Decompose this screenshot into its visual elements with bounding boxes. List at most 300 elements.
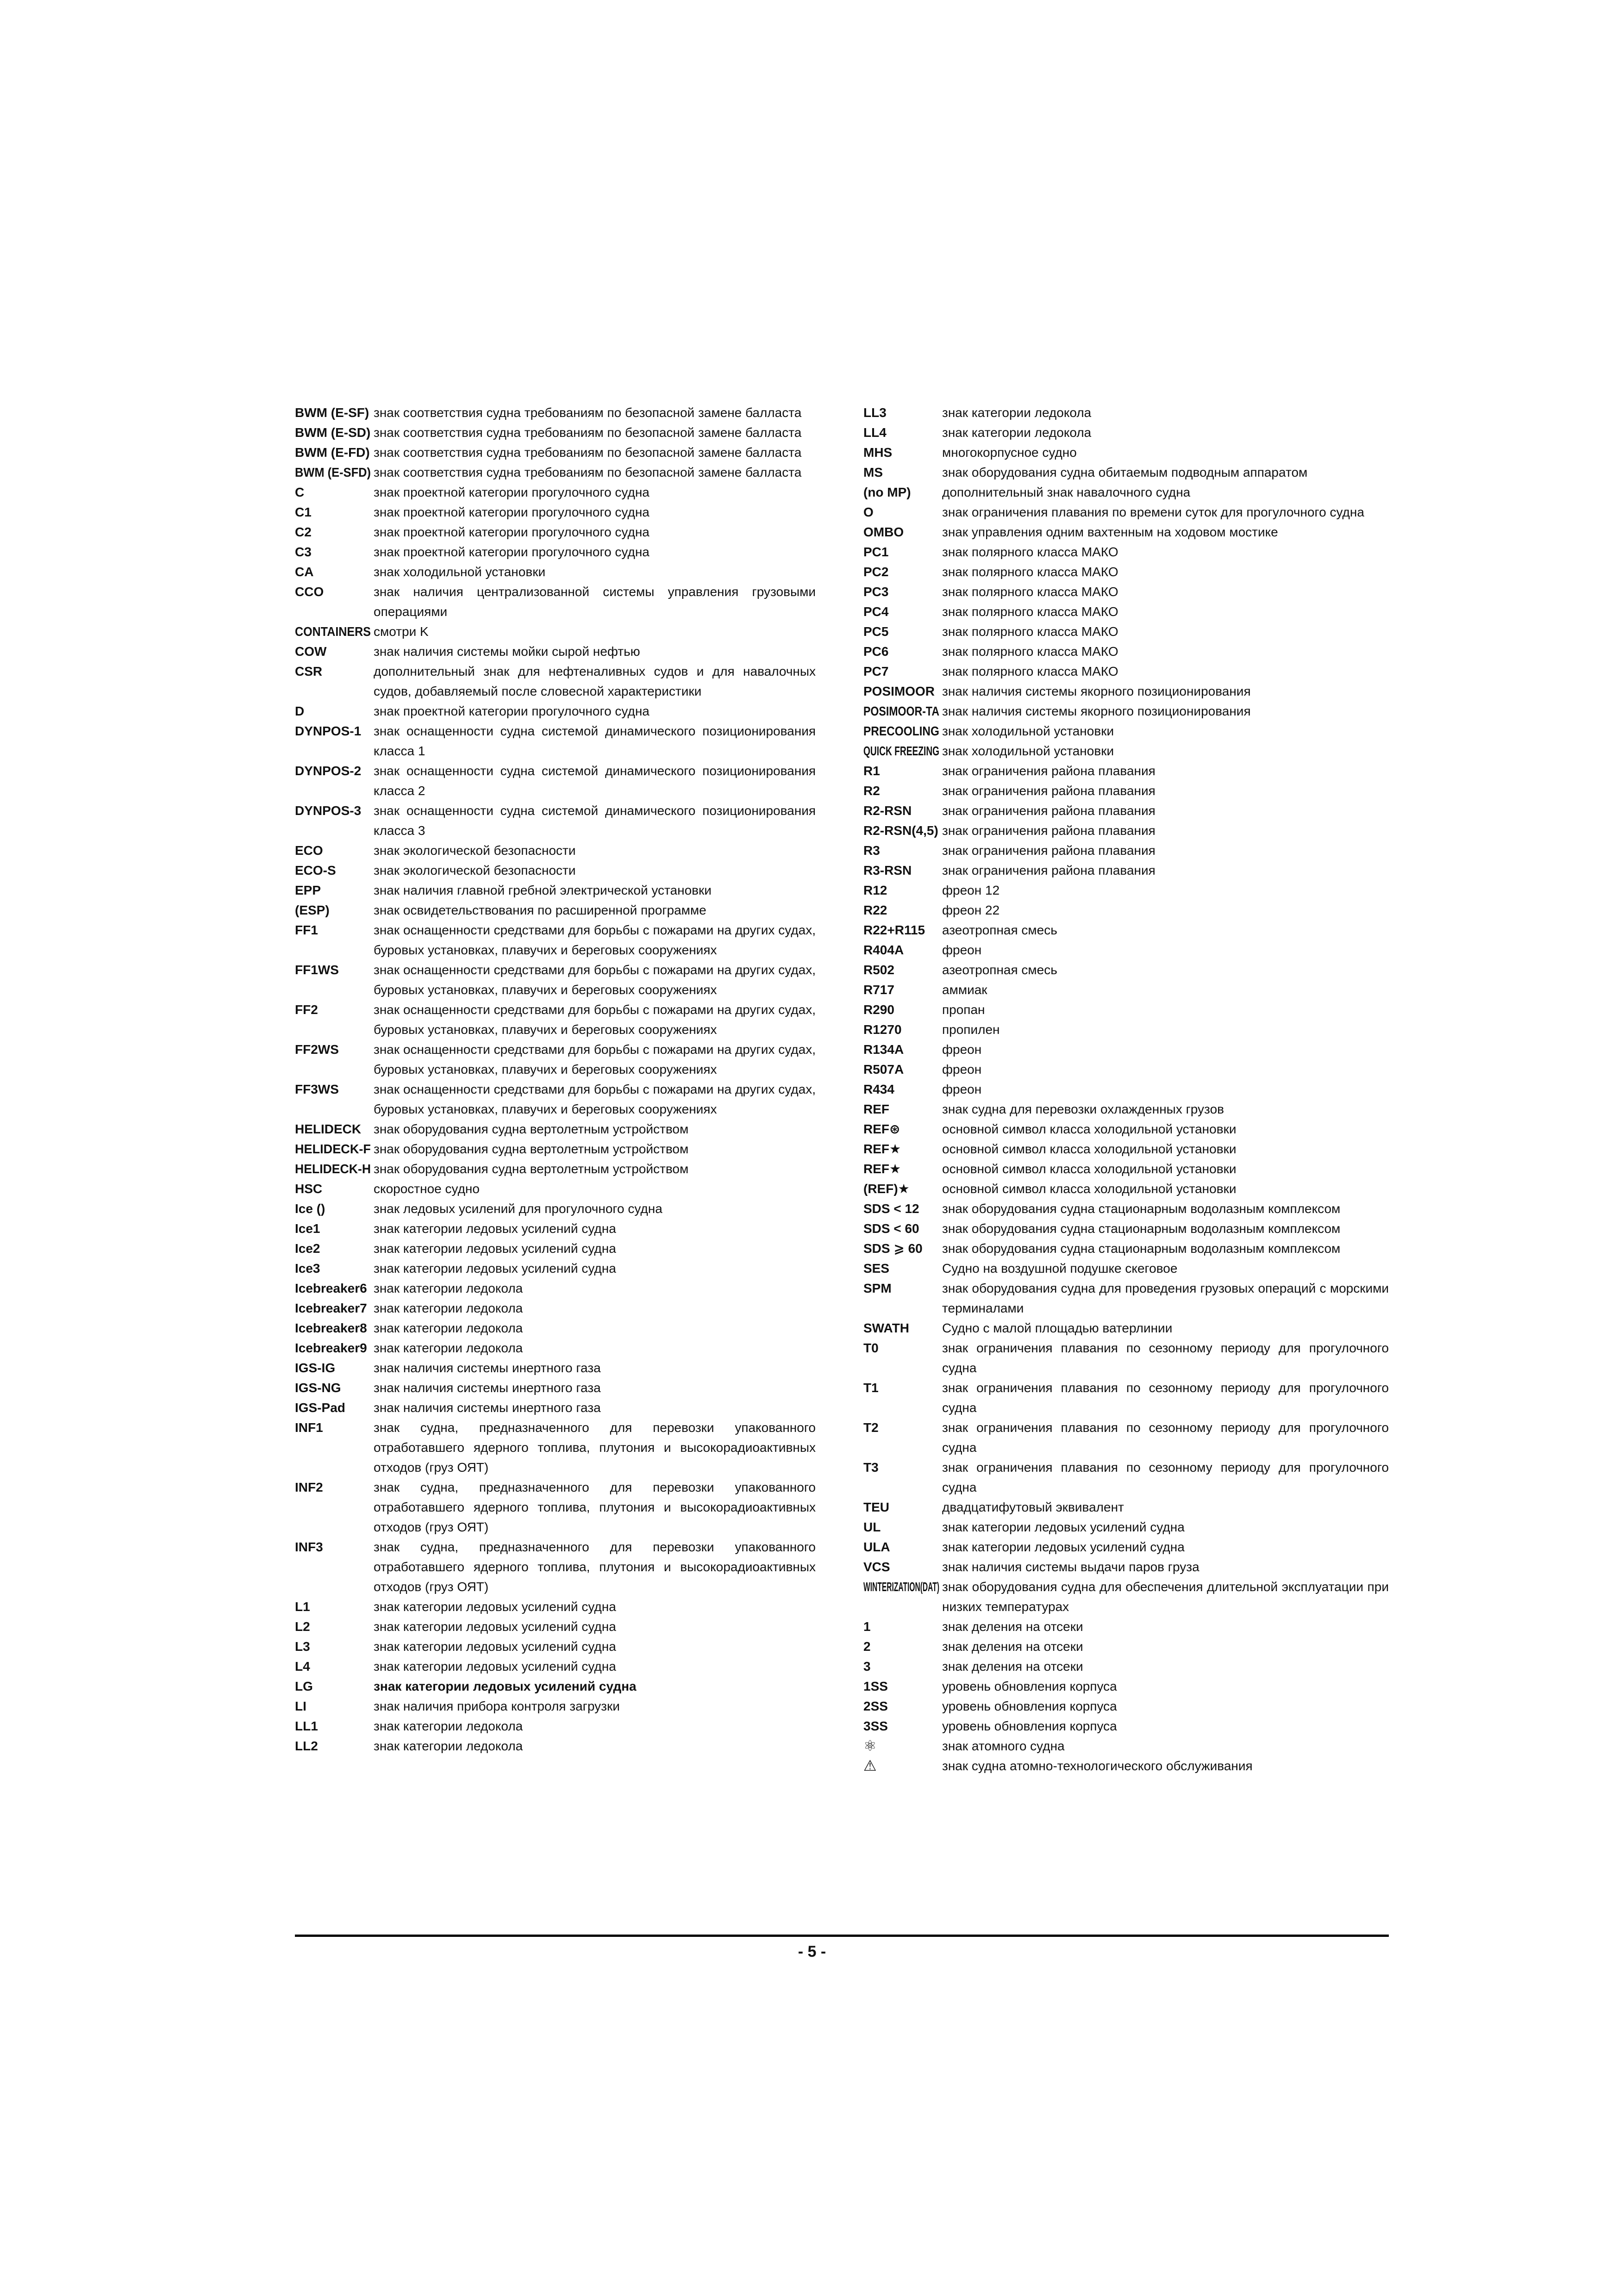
- entry-desc: фреон: [942, 1082, 982, 1096]
- entry: [295, 1656, 816, 1676]
- entry: [295, 1179, 816, 1199]
- entry-code: SDS < 12: [863, 1201, 919, 1216]
- entry-desc: многокорпусное судно: [942, 445, 1077, 460]
- entry-desc: знак атомного судна: [942, 1739, 1065, 1753]
- entry-code: LL1: [295, 1719, 318, 1733]
- entry: [295, 562, 816, 582]
- entry-code: 1SS: [863, 1679, 888, 1693]
- entry: [863, 1457, 1389, 1497]
- entry-code: 1: [863, 1619, 871, 1634]
- entry-code: Icebreaker7: [295, 1301, 367, 1315]
- entry-desc: знак оснащенности судна системой динамического позиционирования класса 2: [374, 764, 816, 798]
- entry-desc: знак оснащенности средствами для борьбы с пожарами на других судах, буровых установках, плавучих и береговых сооружениях: [374, 963, 816, 997]
- entry-desc: знак оснащенности средствами для борьбы с пожарами на других судах, буровых установках, плавучих и береговых сооружениях: [374, 1002, 816, 1037]
- entry-code: LL4: [863, 425, 887, 440]
- entry-desc: знак оснащенности средствами для борьбы с пожарами на других судах, буровых установках, плавучих и береговых сооружениях: [374, 1082, 816, 1116]
- entry-desc: знак судна, предназначенного для перевозки упакованного отработавшего ядерного топлива, плутония и высокорадиоактивных отходов (груз ОЯТ): [374, 1480, 816, 1534]
- entry: [863, 920, 1389, 940]
- entry-desc: дополнительный знак навалочного судна: [942, 485, 1191, 499]
- entry-code: INF1: [295, 1420, 323, 1435]
- right-column: [863, 403, 1389, 1776]
- entry-desc: знак оснащенности средствами для борьбы с пожарами на других судах, буровых установках, плавучих и береговых сооружениях: [374, 923, 816, 957]
- entry-desc: знак наличия системы инертного газа: [374, 1400, 601, 1415]
- entry-desc: знак судна атомно-технологического обслуживания: [942, 1759, 1253, 1773]
- entry-code: R2: [863, 784, 880, 798]
- entry-code: PC2: [863, 565, 889, 579]
- entry-code: BWM (E-FD): [295, 445, 370, 460]
- entry-desc: знак ограничения плавания по времени суток для прогулочного судна: [942, 505, 1364, 519]
- entry-desc: знак судна, предназначенного для перевозки упакованного отработавшего ядерного топлива, плутония и высокорадиоактивных отходов (груз ОЯТ): [374, 1540, 816, 1594]
- entry-desc: фреон: [942, 1042, 982, 1057]
- entry: [295, 960, 816, 1000]
- entry-desc: знак категории ледовых усилений судна: [942, 1520, 1185, 1534]
- entry-code: 2SS: [863, 1699, 888, 1713]
- entry-code: SES: [863, 1261, 890, 1276]
- entry: [863, 900, 1389, 920]
- entry-code: SWATH: [863, 1321, 910, 1335]
- entry: [295, 462, 816, 482]
- entry: [295, 1119, 816, 1139]
- entry: [863, 1219, 1389, 1238]
- entry-code: L3: [295, 1639, 310, 1654]
- entry-code: FF2: [295, 1002, 318, 1017]
- entry: [863, 880, 1389, 900]
- entry-code: R717: [863, 983, 894, 997]
- entry-desc: знак категории ледокола: [374, 1739, 523, 1753]
- entry: [295, 1159, 816, 1179]
- entry-desc: фреон: [942, 1062, 982, 1076]
- entry: [863, 1000, 1389, 1020]
- entry-code: C3: [295, 545, 312, 559]
- entry-desc: знак освидетельствования по расширенной программе: [374, 903, 706, 917]
- entry-desc: знак ограничения района плавания: [942, 803, 1156, 818]
- entry-desc: знак категории ледовых усилений судна: [374, 1679, 637, 1693]
- entry-desc: знак ограничения района плавания: [942, 764, 1156, 778]
- entry-code: IGS-NG: [295, 1381, 341, 1395]
- entry-code: POSIMOOR-TA: [863, 704, 940, 718]
- entry-desc: знак наличия централизованной системы управления грузовыми операциями: [374, 585, 816, 619]
- entry-desc: фреон 22: [942, 903, 1000, 917]
- entry-desc: знак категории ледовых усилений судна: [374, 1659, 616, 1674]
- entry: [863, 1636, 1389, 1656]
- entry-desc: пропилен: [942, 1022, 1000, 1037]
- entry-desc: знак наличия системы якорного позиционирования: [942, 704, 1251, 718]
- entry-desc: скоростное судно: [374, 1182, 480, 1196]
- entry-code: BWM (E-SD): [295, 425, 371, 440]
- entry-code: R1: [863, 764, 880, 778]
- entry-code: LL3: [863, 405, 887, 420]
- entry-desc: знак категории ледокола: [942, 405, 1092, 420]
- entry-code: 3: [863, 1659, 871, 1674]
- entry: [295, 1716, 816, 1736]
- entry: [295, 1258, 816, 1278]
- entry-desc: знак наличия системы якорного позиционирования: [942, 684, 1251, 698]
- entry: [295, 502, 816, 522]
- entry-desc: знак наличия главной гребной электрической установки: [374, 883, 712, 897]
- entry: [295, 840, 816, 860]
- entry: [863, 1418, 1389, 1457]
- entry: [295, 641, 816, 661]
- entry: [863, 1179, 1389, 1199]
- entry: [863, 1338, 1389, 1378]
- entry: [863, 701, 1389, 721]
- entry: [295, 1418, 816, 1477]
- entry-desc: знак категории ледокола: [374, 1281, 523, 1295]
- entry: [863, 482, 1389, 502]
- entry-code: Ice3: [295, 1261, 320, 1276]
- entry-code: Icebreaker8: [295, 1321, 367, 1335]
- entry-code: PC3: [863, 585, 889, 599]
- entry: [863, 721, 1389, 741]
- entry-code: DYNPOS-3: [295, 803, 362, 818]
- entry: [863, 761, 1389, 781]
- entry-code: EPP: [295, 883, 321, 897]
- entry-code: Ice (): [295, 1201, 325, 1216]
- entry: [295, 1398, 816, 1418]
- entry: [863, 1537, 1389, 1557]
- entry-code: HSC: [295, 1182, 323, 1196]
- entry: [295, 1318, 816, 1338]
- atomic-ship-icon: ⚛: [863, 1737, 877, 1754]
- entry: [863, 1617, 1389, 1636]
- entry: [295, 1597, 816, 1617]
- entry-desc: знак категории ледокола: [374, 1301, 523, 1315]
- entry-desc: знак деления на отсеки: [942, 1619, 1083, 1634]
- entry: [863, 1278, 1389, 1318]
- entry-desc: знак ограничения плавания по сезонному периоду для прогулочного судна: [942, 1341, 1389, 1375]
- entry-desc: знак оснащенности судна системой динамического позиционирования класса 1: [374, 724, 816, 758]
- entry-desc: знак деления на отсеки: [942, 1639, 1083, 1654]
- entry-desc: знак соответствия судна требованиям по безопасной замене балласта: [374, 405, 802, 420]
- entry: [295, 761, 816, 801]
- entry-code: LG: [295, 1679, 313, 1693]
- entry: [295, 801, 816, 840]
- entry-desc: знак экологической безопасности: [374, 863, 576, 877]
- entry-code: COW: [295, 644, 327, 659]
- entry-desc: знак экологической безопасности: [374, 843, 576, 858]
- entry: [863, 641, 1389, 661]
- entry-code: C2: [295, 525, 312, 539]
- entry-code: FF1WS: [295, 963, 339, 977]
- entry-code: T2: [863, 1420, 879, 1435]
- entry: [863, 1557, 1389, 1577]
- entry-code: 3SS: [863, 1719, 888, 1733]
- entry-desc: знак оборудования судна стационарным водолазным комплексом: [942, 1201, 1341, 1216]
- entry-code: ULA: [863, 1540, 890, 1554]
- entry-code: INF2: [295, 1480, 323, 1494]
- entry-desc: Судно на воздушной подушке скеговое: [942, 1261, 1178, 1276]
- entry: [863, 522, 1389, 542]
- entry-code: WINTERIZATION(DAT): [863, 1580, 940, 1594]
- entry-desc: знак категории ледокола: [374, 1341, 523, 1355]
- entry: [863, 821, 1389, 840]
- entry: [295, 403, 816, 423]
- entry: [295, 1736, 816, 1756]
- entry: [295, 1039, 816, 1079]
- entry-code: INF3: [295, 1540, 323, 1554]
- entry: [863, 442, 1389, 462]
- entry: [295, 721, 816, 761]
- entry-desc: знак наличия системы выдачи паров груза: [942, 1560, 1199, 1574]
- entry-code: R2-RSN(4,5): [863, 823, 938, 838]
- entry-desc: знак судна для перевозки охлажденных грузов: [942, 1102, 1224, 1116]
- entry: [295, 1358, 816, 1378]
- entry-code: C: [295, 485, 305, 499]
- entry-desc: знак категории ледовых усилений судна: [942, 1540, 1185, 1554]
- entry-code: R2-RSN: [863, 803, 912, 818]
- entry: [863, 1577, 1389, 1617]
- entry: [295, 482, 816, 502]
- entry-desc: основной символ класса холодильной установки: [942, 1122, 1237, 1136]
- entry: [863, 1199, 1389, 1219]
- entry-desc: двадцатифутовый эквивалент: [942, 1500, 1124, 1514]
- entry-desc: знак категории ледокола: [374, 1719, 523, 1733]
- entry-code: OMBO: [863, 525, 904, 539]
- entry-desc: знак ограничения плавания по сезонному периоду для прогулочного судна: [942, 1420, 1389, 1455]
- entry-desc: фреон 12: [942, 883, 1000, 897]
- entry-desc: знак полярного класса МАКО: [942, 644, 1118, 659]
- entry: [295, 522, 816, 542]
- entry-desc: аммиак: [942, 983, 987, 997]
- entry-desc: знак категории ледовых усилений судна: [374, 1599, 616, 1614]
- entry: [863, 1656, 1389, 1676]
- entry: [863, 1756, 1389, 1776]
- entry-code: HELIDECK-F: [295, 1142, 371, 1156]
- entry-desc: знак категории ледовых усилений судна: [374, 1639, 616, 1654]
- entry-desc: основной символ класса холодильной установки: [942, 1182, 1237, 1196]
- entry-desc: знак холодильной установки: [942, 744, 1114, 758]
- entry-code: MS: [863, 465, 883, 479]
- entry-desc: знак оборудования судна вертолетным устройством: [374, 1122, 689, 1136]
- entry-desc: знак соответствия судна требованиям по безопасной замене балласта: [374, 425, 802, 440]
- entry-code: PC1: [863, 545, 889, 559]
- entry-desc: знак холодильной установки: [374, 565, 546, 579]
- entry-desc: знак наличия системы инертного газа: [374, 1381, 601, 1395]
- entry-desc: знак оборудования судна для проведения грузовых операций с морскими терминалами: [942, 1281, 1389, 1315]
- entry: [863, 1318, 1389, 1338]
- entry: [863, 502, 1389, 522]
- entry-code: R22+R115: [863, 923, 925, 937]
- entry-code: O: [863, 505, 874, 519]
- entry-code: VCS: [863, 1560, 890, 1574]
- entry-code: IGS-Pad: [295, 1400, 345, 1415]
- entry-code: R134A: [863, 1042, 904, 1057]
- entry: [295, 1079, 816, 1119]
- entry-code: QUICK FREEZING: [863, 744, 940, 758]
- entry: [863, 1119, 1389, 1139]
- entry-desc: знак проектной категории прогулочного судна: [374, 545, 650, 559]
- entry: [863, 960, 1389, 980]
- entry-desc: основной символ класса холодильной установки: [942, 1162, 1237, 1176]
- entry: [295, 423, 816, 442]
- entry-code: FF2WS: [295, 1042, 339, 1057]
- entry-desc: знак наличия системы мойки сырой нефтью: [374, 644, 640, 659]
- entry: [295, 860, 816, 880]
- entry-desc: знак ограничения района плавания: [942, 823, 1156, 838]
- entry: [863, 781, 1389, 801]
- entry: [863, 1258, 1389, 1278]
- entry: [863, 542, 1389, 562]
- entry: [863, 661, 1389, 681]
- entry: [295, 1338, 816, 1358]
- entry-code: L2: [295, 1619, 310, 1634]
- entry-desc: знак оборудования судна стационарным водолазным комплексом: [942, 1221, 1341, 1236]
- entry-desc: пропан: [942, 1002, 985, 1017]
- entry: [863, 1378, 1389, 1418]
- entry: [863, 801, 1389, 821]
- entry: [863, 840, 1389, 860]
- footer-rule: [295, 1935, 1389, 1937]
- entry: [295, 1477, 816, 1537]
- entry-desc: знак полярного класса МАКО: [942, 624, 1118, 639]
- entry: [863, 940, 1389, 960]
- entry-desc: знак ограничения района плавания: [942, 784, 1156, 798]
- entry-code: HELIDECK: [295, 1122, 362, 1136]
- entry-code: R1270: [863, 1022, 902, 1037]
- entry: [295, 1537, 816, 1597]
- entry-code: R3-RSN: [863, 863, 912, 877]
- entry-code: REF★: [863, 1162, 901, 1176]
- entry-desc: знак категории ледовых усилений судна: [374, 1261, 616, 1276]
- entry-code: (ESP): [295, 903, 330, 917]
- entry: [295, 880, 816, 900]
- entry-code: DYNPOS-2: [295, 764, 362, 778]
- entry: [863, 462, 1389, 482]
- entry: [863, 980, 1389, 1000]
- entry-desc: знак оборудования судна вертолетным устройством: [374, 1142, 689, 1156]
- entry: [295, 920, 816, 960]
- entry: [863, 1676, 1389, 1696]
- entry-desc: знак соответствия судна требованиям по безопасной замене балласта: [374, 445, 802, 460]
- entry-code: DYNPOS-1: [295, 724, 362, 738]
- entry: [295, 1000, 816, 1039]
- entry: [295, 701, 816, 721]
- entry-code: TEU: [863, 1500, 889, 1514]
- entry: [295, 1676, 816, 1696]
- entry: [295, 582, 816, 622]
- entry-desc: знак деления на отсеки: [942, 1659, 1083, 1674]
- entry-code: MHS: [863, 445, 893, 460]
- entry-code: R434: [863, 1082, 894, 1096]
- entry-code: IGS-IG: [295, 1361, 336, 1375]
- entry: [295, 1139, 816, 1159]
- entry: [863, 1497, 1389, 1517]
- entry-code: T1: [863, 1381, 879, 1395]
- entry-code: BWM (E-SFD): [295, 465, 371, 479]
- entry-desc: знак ограничения плавания по сезонному периоду для прогулочного судна: [942, 1381, 1389, 1415]
- entry-code: PC6: [863, 644, 889, 659]
- entry-code: PC4: [863, 604, 889, 619]
- page-number: - 5 -: [798, 1943, 826, 1960]
- entry-desc: знак категории ледокола: [374, 1321, 523, 1335]
- entry-code: Icebreaker6: [295, 1281, 367, 1295]
- entry-code: REF: [863, 1102, 889, 1116]
- entry-desc: знак оборудования судна обитаемым подводным аппаратом: [942, 465, 1308, 479]
- entry-code: SDS < 60: [863, 1221, 919, 1236]
- entry-code: R502: [863, 963, 894, 977]
- entry: [863, 1059, 1389, 1079]
- entry-desc: знак ограничения района плавания: [942, 863, 1156, 877]
- entry-code: LI: [295, 1699, 306, 1713]
- entry-code: UL: [863, 1520, 881, 1534]
- entry-desc: знак полярного класса МАКО: [942, 664, 1118, 678]
- entry-desc: знак оборудования судна стационарным водолазным комплексом: [942, 1241, 1341, 1256]
- entry-code: R507A: [863, 1062, 904, 1076]
- entry: [863, 1099, 1389, 1119]
- entry-desc: знак судна, предназначенного для перевозки упакованного отработавшего ядерного топлива, плутония и высокорадиоактивных отходов (груз ОЯТ): [374, 1420, 816, 1475]
- entry: [863, 622, 1389, 641]
- entry-desc: знак полярного класса МАКО: [942, 585, 1118, 599]
- entry-desc: знак оснащенности средствами для борьбы с пожарами на других судах, буровых установках, плавучих и береговых сооружениях: [374, 1042, 816, 1076]
- entry: [863, 1517, 1389, 1537]
- entry-desc: знак проектной категории прогулочного судна: [374, 525, 650, 539]
- entry-desc: азеотропная смесь: [942, 963, 1057, 977]
- entry: [863, 1696, 1389, 1716]
- entry-desc: знак проектной категории прогулочного судна: [374, 485, 650, 499]
- entry-desc: знак полярного класса МАКО: [942, 604, 1118, 619]
- entry-desc: знак наличия системы инертного газа: [374, 1361, 601, 1375]
- entry-desc: знак холодильной установки: [942, 724, 1114, 738]
- entry: [863, 1079, 1389, 1099]
- left-column: [295, 403, 816, 1756]
- entry: [295, 1696, 816, 1716]
- entry: [863, 741, 1389, 761]
- entry: [863, 860, 1389, 880]
- entry-code: HELIDECK-H: [295, 1162, 371, 1176]
- entry-desc: знак полярного класса МАКО: [942, 545, 1118, 559]
- entry-desc: знак ограничения района плавания: [942, 843, 1156, 858]
- entry-code: R404A: [863, 943, 904, 957]
- entry-code: L4: [295, 1659, 310, 1674]
- entry: [295, 622, 816, 641]
- entry: [863, 582, 1389, 602]
- entry-desc: знак ограничения плавания по сезонному периоду для прогулочного судна: [942, 1460, 1389, 1494]
- entry-code: SDS ⩾ 60: [863, 1241, 923, 1256]
- entry-desc: азеотропная смесь: [942, 923, 1057, 937]
- entry-desc: уровень обновления корпуса: [942, 1719, 1117, 1733]
- entry: [295, 1278, 816, 1298]
- entry-code: T3: [863, 1460, 879, 1475]
- entry: [863, 423, 1389, 442]
- entry: [295, 1219, 816, 1238]
- entry: [863, 681, 1389, 701]
- entry-desc: смотри K: [374, 624, 429, 639]
- entry-code: ECO-S: [295, 863, 336, 877]
- entry-code: R3: [863, 843, 880, 858]
- entry: [295, 1238, 816, 1258]
- entry-desc: знак категории ледовых усилений судна: [374, 1221, 616, 1236]
- entry-desc: Судно с малой площадью ватерлинии: [942, 1321, 1173, 1335]
- entry-desc: знак соответствия судна требованиям по безопасной замене балласта: [374, 465, 802, 479]
- entry: [295, 1298, 816, 1318]
- entry-code: 2: [863, 1639, 871, 1654]
- entry: [863, 1736, 1389, 1756]
- entry-desc: фреон: [942, 943, 982, 957]
- entry: [295, 661, 816, 701]
- entry: [863, 1039, 1389, 1059]
- entry-code: CA: [295, 565, 314, 579]
- entry: [295, 1636, 816, 1656]
- entry-code: Icebreaker9: [295, 1341, 367, 1355]
- entry: [295, 442, 816, 462]
- entry-code: D: [295, 704, 305, 718]
- entry: [295, 1199, 816, 1219]
- entry-desc: знак оборудования судна вертолетным устройством: [374, 1162, 689, 1176]
- entry-desc: уровень обновления корпуса: [942, 1699, 1117, 1713]
- entry-code: T0: [863, 1341, 879, 1355]
- entry-code: REF⊛: [863, 1122, 900, 1136]
- entry-code: SPM: [863, 1281, 892, 1295]
